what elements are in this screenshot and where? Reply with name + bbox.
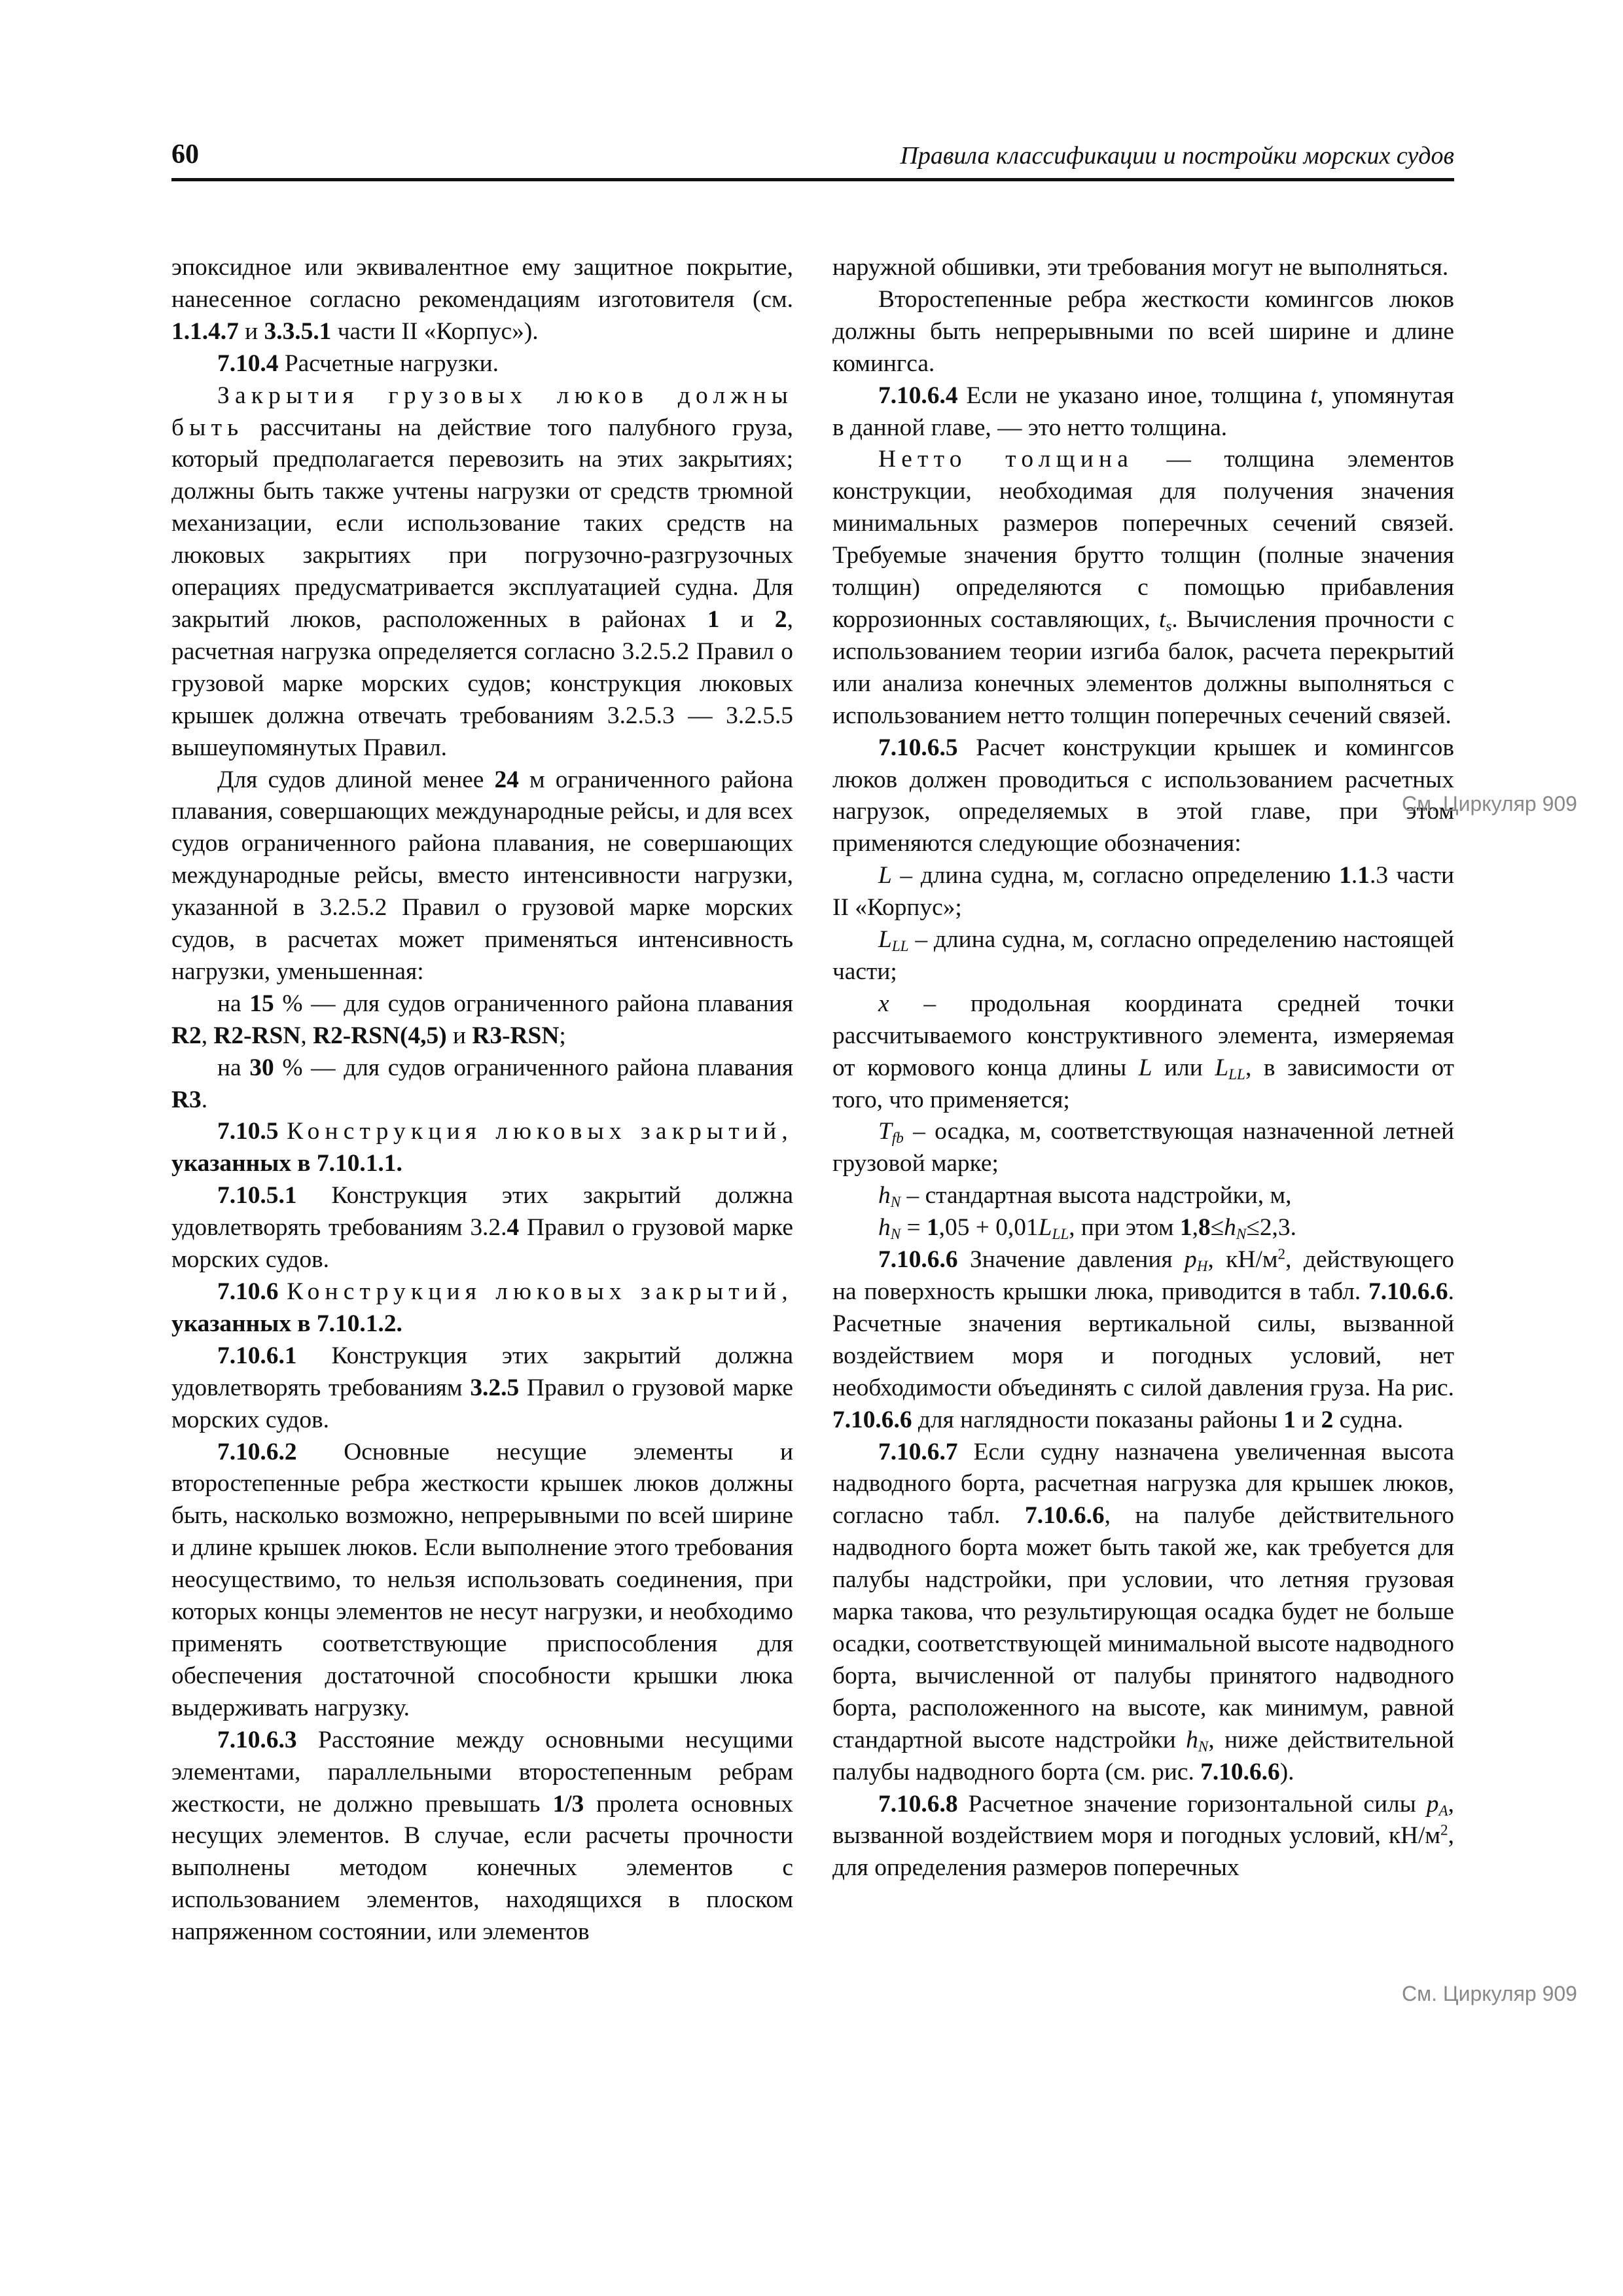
section-7-10-5-1: 7.10.5.1 Конструкция этих закрытий должна удовлетворять требованиям 3.2.4 Правил о грузовой марке морских судов. <box>171 1182 793 1274</box>
right-column <box>832 252 1454 1884</box>
paragraph: эпоксидное или эквивалентное ему защитное покрытие, нанесенное согласно рекомендациям изготовителя (см. 1.1.4.7 и 3.3.5.1 части II «Корпус»). <box>171 254 793 345</box>
section-heading-7-10-5: 7.10.5 Конструкция люковых закрытий, указанных в 7.10.1.1. <box>171 1118 793 1177</box>
section-7-10-6-7: 7.10.6.7 Если судну назначена увеличенная высота надводного борта, расчетная нагрузка для крышек люков, согласно табл. 7.10.6.6, на палубе действительного надводного борта может быть такой же, как требуется для палубы надстройки, при условии, что летняя грузовая марка такова, что результирующая осадка будет не больше осадки, соответствующей минимальной высоте надводного борта, вычисленной от палубы принятого надводного борта, расположенного на высоте, как минимум, равной стандартной высоте надстройки $h_N$, ниже действительной палубы надводного борта (см. рис. 7.10.6.6). <box>832 1438 1455 1785</box>
definition-Tfb: $T_{fb}$ – осадка, м, соответствующая назначенной летней грузовой марке; <box>832 1118 1454 1177</box>
paragraph: Для судов длиной менее 24 м ограниченного района плавания, совершающих международные рейсы, и для всех судов ограниченного района плавания, не совершающих международные рейсы, вместо интенсивности нагрузки, указанной в 3.2.5.2 Правил о грузовой марке морских судов, в расчетах может применяться интенсивность нагрузки, уменьшенная: <box>171 766 793 985</box>
netto-definition: Нетто толщина — толщина элементов конструкции, необходимая для получения значения минимальных размеров поперечных сечений связей. Требуемые значения брутто толщин (полные значения толщин) определяются с помощью прибавления коррозионных составляющих, $t_s$. Вычисления прочности с использованием теории изгиба балок, расчета перекрытий или анализа конечных элементов должны выполняться с использованием нетто толщин поперечных сечений связей. <box>832 446 1454 729</box>
paragraph: Закрытия грузовых люков должны быть рассчитаны на действие того палубного груза, который предполагается перевозить на этих закрытиях; должны быть также учтены нагрузки от средств трюмной механизации, если использование таких средств на люковых закрытиях при погрузочно-разгрузочных операциях предусматривается эксплуатацией судна. Для закрытий люков, расположенных в районах 1 и 2, расчетная нагрузка определяется согласно 3.2.5.2 Правил о грузовой марке морских судов; конструкция люковых крышек должна отвечать требованиям 3.2.5.3 — 3.2.5.5 вышеупомянутых Правил. <box>171 382 793 761</box>
page-number: 60 <box>171 139 199 170</box>
section-7-10-6-4: 7.10.6.4 Если не указано иное, толщина t, упомянутая в данной главе, — это нетто толщина. <box>832 382 1454 441</box>
section-heading-7-10-6: 7.10.6 Конструкция люковых закрытий, указанных в 7.10.1.2. <box>171 1278 793 1337</box>
definition-LLL: $L_{LL}$ – длина судна, м, согласно определению настоящей части; <box>832 926 1454 985</box>
definition-hN: $h_N$ – стандартная высота надстройки, м, <box>878 1182 1292 1211</box>
margin-note-circular[interactable]: См. Циркуляр 909 <box>1402 1982 1577 2005</box>
formula-hN: $h_N = 1,05 + 0,01L_{LL}$, при этом $1,8\le h_N\le 2,3$. <box>878 1214 1296 1243</box>
page-header <box>171 137 1454 181</box>
section-7-10-6-8: 7.10.6.8 Расчетное значение горизонтальной силы $p_A$, вызванной воздействием моря и погодных условий, $кН/м^2$, для определения размеров поперечных <box>832 1790 1454 1882</box>
paragraph: на 30 % — для судов ограниченного района плавания R3. <box>171 1054 793 1113</box>
paragraph: Второстепенные ребра жесткости комингсов люков должны быть непрерывными по всей ширине и длине комингса. <box>832 285 1454 377</box>
paragraph: наружной обшивки, эти требования могут не выполняться. <box>832 254 1449 281</box>
running-title: Правила классификации и постройки морских судов <box>900 142 1454 170</box>
section-7-10-6-2: 7.10.6.2 Основные несущие элементы и второстепенные ребра жесткости крышек люков должны быть, насколько возможно, непрерывными по всей ширине и длине крышек люков. Если выполнение этого требования неосуществимо, то нельзя использовать соединения, при которых концы элементов не несут нагрузки, и необходимо применять соответствующие приспособления для обеспечения достаточной способности крышки люка выдерживать нагрузку. <box>171 1438 793 1721</box>
paragraph: на 15 % — для судов ограниченного района плавания R2, R2-RSN, R2-RSN(4,5) и R3-RSN; <box>171 990 793 1049</box>
left-column <box>171 252 793 1948</box>
section-heading-7-10-4: 7.10.4 Расчетные нагрузки. <box>217 350 499 377</box>
margin-note-circular[interactable]: См. Циркуляр 909 <box>1402 792 1577 816</box>
section-7-10-6-6: 7.10.6.6 Значение давления $p_H$, $кН/м^2$, действующего на поверхность крышки люка, приводится в табл. 7.10.6.6. Расчетные значения вертикальной силы, вызванной воздействием моря и погодных условий, нет необходимости объединять с силой давления груза. На рис. 7.10.6.6 для наглядности показаны районы 1 и 2 судна. <box>832 1246 1454 1433</box>
definition-x: x – продольная координата средней точки рассчитываемого конструктивного элемента, измеряемая от кормового конца длины L или $L_{LL}$, в зависимости от того, что применяется; <box>832 990 1454 1113</box>
section-7-10-6-1: 7.10.6.1 Конструкция этих закрытий должна удовлетворять требованиям 3.2.5 Правил о грузовой марке морских судов. <box>171 1342 793 1433</box>
section-7-10-6-3: 7.10.6.3 Расстояние между основными несущими элементами, параллельными второстепенным ребрам жесткости, не должно превышать 1/3 пролета основных несущих элементов. В случае, если расчеты прочности выполнены методом конечных элементов с использованием элементов, находящихся в плоском напряженном состоянии, или элементов <box>171 1726 793 1946</box>
section-7-10-6-5: 7.10.6.5 Расчет конструкции крышек и комингсов люков должен проводиться с использованием расчетных нагрузок, определяемых в этой главе, при этом применяются следующие обозначения: <box>832 734 1454 857</box>
definition-L: L – длина судна, м, согласно определению 1.1.3 части II «Корпус»; <box>832 862 1454 922</box>
